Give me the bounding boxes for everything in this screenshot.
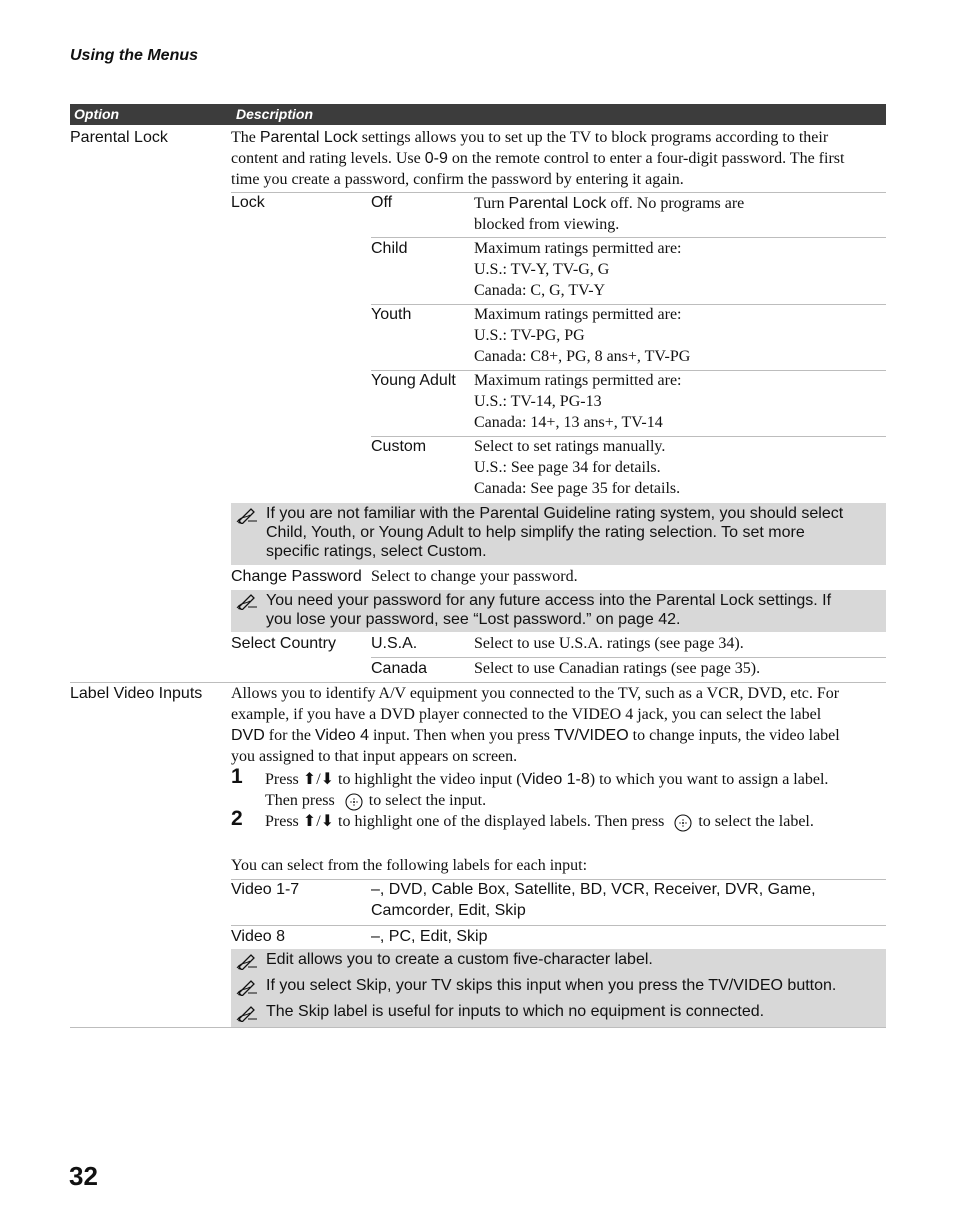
desc-highlight: Video 4: [314, 727, 369, 744]
labels-text: –, DVD, Cable Box, Satellite, BD, VCR, Receiver, DVR, Game,: [371, 881, 816, 898]
option-parental-lock: Parental Lock: [70, 129, 168, 146]
desc-text: U.S.: TV-Y, TV-G, G: [474, 261, 610, 278]
labels-intro: You can select from the following labels for each input:: [231, 857, 588, 874]
desc-text: Maximum ratings permitted are:: [474, 306, 682, 323]
table-bottom-rule: [70, 1027, 886, 1028]
country-option-usa: U.S.A.: [371, 635, 418, 652]
note-box-labels: [231, 949, 886, 1027]
lock-child-description: [474, 238, 682, 301]
option-label-video-inputs: Label Video Inputs: [70, 685, 203, 702]
desc-text: for the: [264, 727, 315, 744]
desc-text: The: [231, 129, 260, 146]
desc-text: off. No programs are: [606, 195, 745, 212]
section-title: Using the Menus: [70, 47, 199, 64]
desc-text: you assigned to that input appears on screen.: [231, 748, 518, 765]
table-header-bar: [70, 104, 886, 125]
note-text: Child, Youth, or Young Adult to help simplify the rating selection. To set more: [266, 524, 805, 541]
desc-text: Turn: [474, 195, 509, 212]
desc-text: Then press: [265, 792, 335, 809]
country-usa-description: Select to use U.S.A. ratings (see page 34).: [474, 635, 744, 652]
desc-text: U.S.: TV-PG, PG: [474, 327, 585, 344]
desc-text: Canada: See page 35 for details.: [474, 480, 681, 497]
lock-youth-description: [474, 304, 690, 367]
desc-text: example, if you have a DVD player connected to the VIDEO 4 jack, you can select the label: [231, 706, 822, 723]
desc-highlight: DVD: [231, 727, 265, 744]
note-text: You need your password for any future access into the Parental Lock settings. If: [266, 592, 832, 609]
column-header-description: Description: [236, 106, 314, 122]
enter-button-icon: [345, 793, 363, 811]
country-option-canada: Canada: [371, 660, 428, 677]
desc-text: U.S.: See page 34 for details.: [474, 459, 661, 476]
video-1-7-label: Video 1-7: [231, 881, 300, 898]
divider: [231, 925, 886, 926]
step-2-text: [265, 811, 885, 832]
step-number-2: 2: [231, 807, 243, 830]
note-text: Edit allows you to create a custom five-character label.: [266, 951, 653, 968]
note-text: specific ratings, select Custom.: [266, 543, 487, 560]
column-header-option: Option: [74, 106, 120, 122]
lock-off-description: [474, 193, 744, 235]
desc-highlight: Parental Lock: [259, 129, 358, 146]
desc-text: Press ⬆/⬇ to highlight one of the displayed labels. Then press: [265, 813, 665, 830]
pencil-note-icon: [236, 952, 258, 970]
desc-text: Canada: C8+, PG, 8 ans+, TV-PG: [474, 348, 691, 365]
desc-text: to change inputs, the video label: [628, 727, 840, 744]
desc-text: content and rating levels. Use: [231, 150, 425, 167]
desc-text: Maximum ratings permitted are:: [474, 240, 682, 257]
desc-text: U.S.: TV-14, PG-13: [474, 393, 602, 410]
pencil-note-icon: [236, 592, 258, 610]
desc-highlight: TV/VIDEO: [553, 727, 629, 744]
change-password-label: Change Password: [231, 568, 362, 585]
note-box-rating-system: [231, 503, 886, 565]
lock-option-off: Off: [371, 194, 393, 211]
labels-text: Camcorder, Edit, Skip: [371, 902, 526, 919]
note-text: The Skip label is useful for inputs to which no equipment is connected.: [266, 1003, 765, 1020]
label-video-inputs-description: [231, 683, 891, 767]
desc-highlight: 0-9: [424, 150, 448, 167]
pencil-note-icon: [236, 506, 258, 524]
desc-text: Press ⬆/⬇ to highlight the video input (: [265, 771, 522, 788]
desc-text: Select to set ratings manually.: [474, 438, 666, 455]
desc-text: time you create a password, confirm the password by entering it again.: [231, 171, 684, 188]
video-1-7-labels: [371, 879, 816, 921]
video-8-labels: –, PC, Edit, Skip: [371, 928, 488, 945]
step-1-text: [265, 769, 885, 811]
note-text: you lose your password, see “Lost password.” on page 42.: [266, 611, 681, 628]
lock-option-youth: Youth: [371, 306, 412, 323]
lock-option-custom: Custom: [371, 438, 427, 455]
desc-text: input. Then when you press: [368, 727, 554, 744]
note-text: If you are not familiar with the Parental Guideline rating system, you should select: [266, 505, 844, 522]
desc-text: ) to which you want to assign a label.: [589, 771, 829, 788]
desc-text: settings allows you to set up the TV to block programs according to their: [357, 129, 829, 146]
enter-button-icon: [674, 814, 692, 832]
desc-text: Canada: C, G, TV-Y: [474, 282, 606, 299]
note-box-password: [231, 590, 886, 632]
desc-text: blocked from viewing.: [474, 216, 620, 233]
change-password-description: Select to change your password.: [371, 568, 578, 585]
pencil-note-icon: [236, 978, 258, 996]
step-number-1: 1: [231, 765, 243, 788]
desc-text: Maximum ratings permitted are:: [474, 372, 682, 389]
desc-text: Canada: 14+, 13 ans+, TV-14: [474, 414, 663, 431]
lock-option-young-adult: Young Adult: [371, 372, 456, 389]
video-8-label: Video 8: [231, 928, 285, 945]
desc-highlight: Video 1-8: [521, 771, 590, 788]
pencil-note-icon: [236, 1004, 258, 1022]
country-canada-description: Select to use Canadian ratings (see page 35).: [474, 660, 761, 677]
desc-text: on the remote control to enter a four-digit password. The first: [447, 150, 845, 167]
lock-label: Lock: [231, 194, 265, 211]
lock-young-adult-description: [474, 370, 682, 433]
select-country-label: Select Country: [231, 635, 336, 652]
desc-text: to select the label.: [698, 813, 814, 830]
page-number: 32: [69, 1161, 98, 1191]
desc-highlight: Parental Lock: [508, 195, 607, 212]
desc-text: Allows you to identify A/V equipment you connected to the TV, such as a VCR, DVD, etc. For: [231, 685, 840, 702]
parental-lock-description: [231, 127, 891, 190]
note-text: If you select Skip, your TV skips this input when you press the TV/VIDEO button.: [266, 977, 837, 994]
desc-text: to select the input.: [368, 792, 487, 809]
lock-option-child: Child: [371, 240, 408, 257]
lock-custom-description: [474, 436, 680, 499]
